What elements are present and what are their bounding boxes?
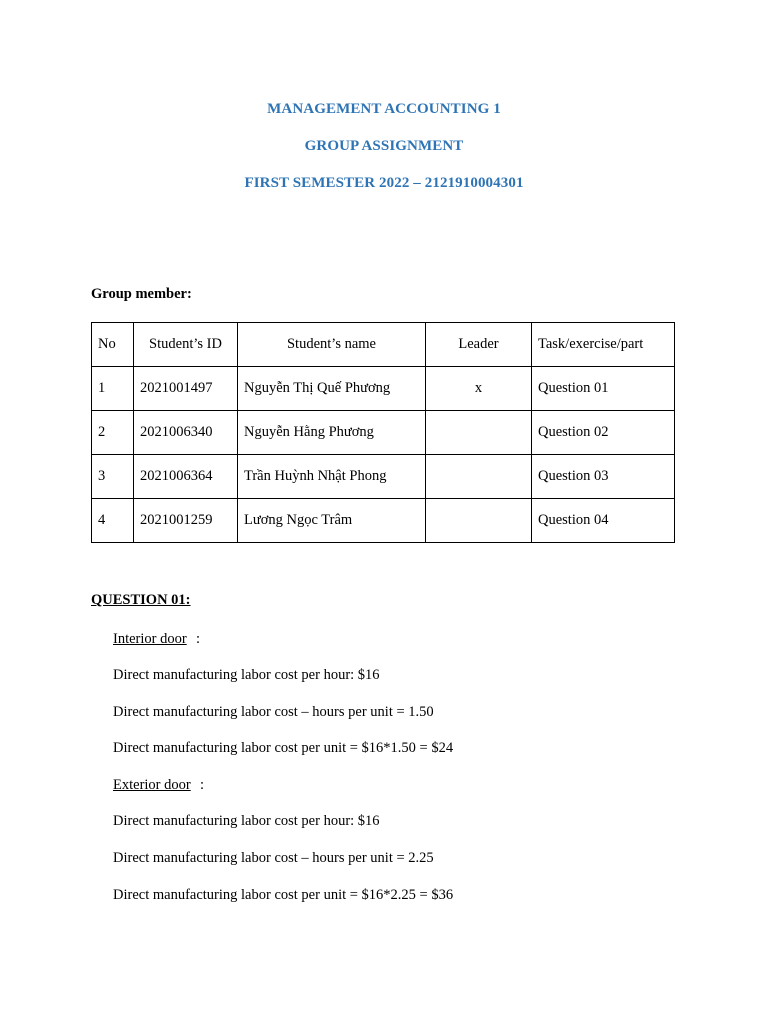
table-header-row — [92, 323, 675, 367]
cell-leader — [426, 411, 532, 455]
cell-student-name: Nguyễn Thị Quế Phương — [238, 367, 426, 411]
question-01-title: QUESTION 01: — [91, 592, 191, 608]
interior-door-colon: : — [196, 631, 201, 647]
exterior-door-colon: : — [200, 777, 205, 793]
cell-student-name: Nguyễn Hằng Phương — [238, 411, 426, 455]
cell-no: 1 — [92, 367, 134, 411]
course-title: MANAGEMENT ACCOUNTING 1 — [267, 101, 501, 117]
cell-student-name: Trần Huỳnh Nhật Phong — [238, 455, 426, 499]
exterior-line-2: Direct manufacturing labor cost – hours per unit = 2.25 — [113, 850, 434, 866]
column-header-no: No — [92, 323, 134, 367]
cell-task: Question 04 — [532, 499, 675, 543]
cell-student-name: Lương Ngọc Trâm — [238, 499, 426, 543]
cell-task: Question 03 — [532, 455, 675, 499]
cell-no: 4 — [92, 499, 134, 543]
exterior-line-3: Direct manufacturing labor cost per unit = $16*2.25 = $36 — [113, 887, 454, 903]
table-row — [92, 455, 675, 499]
table-row — [92, 411, 675, 455]
interior-line-3: Direct manufacturing labor cost per unit = $16*1.50 = $24 — [113, 740, 454, 756]
column-header-task: Task/exercise/part — [532, 323, 675, 367]
semester-title: FIRST SEMESTER 2022 – 2121910004301 — [244, 175, 524, 191]
group-member-table — [91, 322, 675, 543]
cell-leader — [426, 499, 532, 543]
cell-no: 3 — [92, 455, 134, 499]
cell-student-id: 2021001497 — [134, 367, 238, 411]
table-row — [92, 499, 675, 543]
cell-student-id: 2021006340 — [134, 411, 238, 455]
exterior-line-1: Direct manufacturing labor cost per hour: $16 — [113, 813, 380, 829]
cell-no: 2 — [92, 411, 134, 455]
exterior-door-heading — [113, 777, 191, 794]
interior-line-1: Direct manufacturing labor cost per hour: $16 — [113, 667, 380, 683]
cell-student-id: 2021001259 — [134, 499, 238, 543]
column-header-leader: Leader — [426, 323, 532, 367]
interior-door-label: Interior door — [113, 631, 187, 647]
assignment-title: GROUP ASSIGNMENT — [304, 138, 464, 154]
column-header-student-name: Student’s name — [238, 323, 426, 367]
cell-leader — [426, 455, 532, 499]
group-member-label: Group member: — [91, 286, 192, 302]
column-header-student-id: Student’s ID — [134, 323, 238, 367]
cell-leader: x — [426, 367, 532, 411]
cell-student-id: 2021006364 — [134, 455, 238, 499]
cell-task: Question 02 — [532, 411, 675, 455]
interior-line-2: Direct manufacturing labor cost – hours per unit = 1.50 — [113, 704, 434, 720]
table-row — [92, 367, 675, 411]
interior-door-heading — [113, 631, 187, 648]
exterior-door-label: Exterior door — [113, 777, 191, 793]
cell-task: Question 01 — [532, 367, 675, 411]
